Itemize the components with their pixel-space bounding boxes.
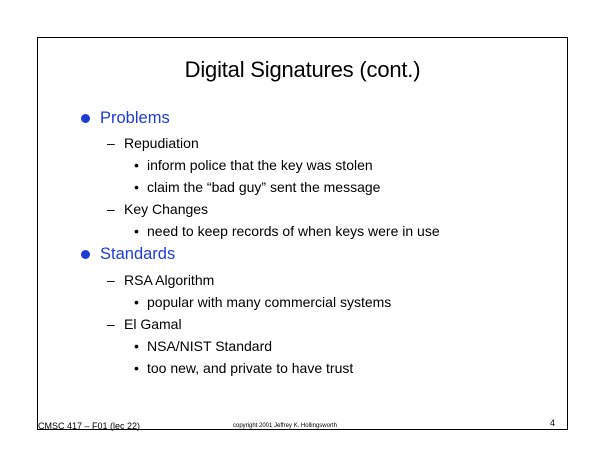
subpoint-label: Repudiation <box>124 135 199 151</box>
section-heading-label: Standards <box>100 245 176 263</box>
small-bullet-icon: • <box>134 179 139 195</box>
detail-text: need to keep records of when keys were in use <box>147 223 440 239</box>
detail-point <box>134 223 440 239</box>
small-bullet-icon: • <box>134 338 139 354</box>
small-bullet-icon: • <box>134 294 139 310</box>
footer-copyright: copyright 2001 Jeffrey K. Hollingsworth <box>233 423 337 429</box>
subpoint-label: El Gamal <box>124 316 182 332</box>
detail-text: too new, and private to have trust <box>147 360 354 376</box>
detail-text: popular with many commercial systems <box>147 294 392 310</box>
detail-point <box>134 338 273 354</box>
detail-text: inform police that the key was stolen <box>147 157 373 173</box>
subpoint-el-gamal <box>107 316 182 332</box>
detail-text: NSA/NIST Standard <box>147 338 273 354</box>
subpoint-rsa-algorithm <box>107 272 215 288</box>
footer-course: CMSC 417 – F01 (lec 22) <box>38 421 141 431</box>
small-bullet-icon: • <box>134 223 139 239</box>
detail-text: claim the “bad guy” sent the message <box>147 179 381 195</box>
section-heading-standards <box>100 245 175 264</box>
detail-point <box>134 360 354 376</box>
small-bullet-icon: • <box>134 360 139 376</box>
detail-point <box>134 294 392 310</box>
subpoint-repudiation <box>107 135 199 151</box>
subpoint-key-changes <box>107 201 209 217</box>
dash-icon: – <box>107 201 115 217</box>
detail-point <box>134 179 381 195</box>
section-heading-label: Problems <box>100 109 170 127</box>
small-bullet-icon: • <box>134 157 139 173</box>
dash-icon: – <box>107 316 115 332</box>
section-heading-problems <box>100 109 170 128</box>
slide-title: Digital Signatures (cont.) <box>184 57 421 82</box>
dash-icon: – <box>107 135 115 151</box>
detail-point <box>134 157 373 173</box>
subpoint-label: RSA Algorithm <box>124 272 215 288</box>
dash-icon: – <box>107 272 115 288</box>
page-number: 4 <box>550 418 556 428</box>
subpoint-label: Key Changes <box>124 201 209 217</box>
bullet-dot-icon <box>81 114 90 123</box>
bullet-dot-icon <box>81 250 90 259</box>
